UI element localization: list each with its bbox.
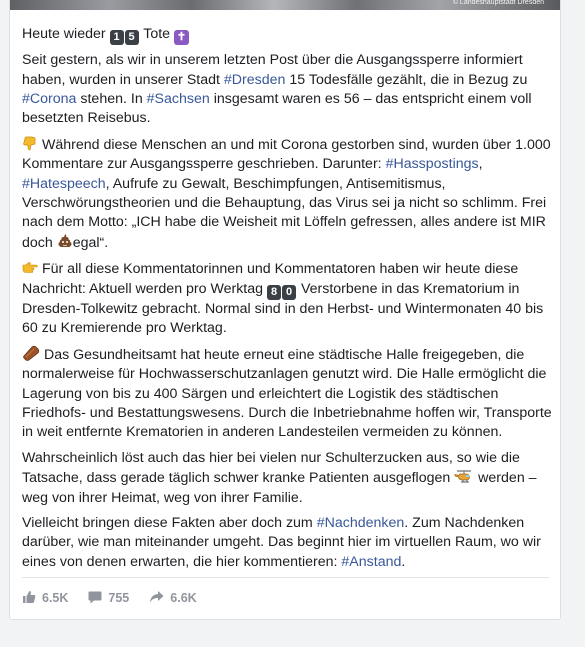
keycap-digit: 1 (110, 30, 124, 45)
shares-count[interactable] (149, 590, 196, 607)
headline-text: Heute wieder (22, 26, 106, 42)
post-text (22, 25, 552, 578)
comment-icon (88, 590, 108, 607)
keycap-digit: 0 (282, 285, 296, 300)
paragraph-5 (22, 449, 552, 508)
post-image[interactable] (10, 0, 560, 10)
hashtag-corona[interactable]: #Corona (22, 91, 77, 108)
paragraph-2: Während diese Menschen an und mit Corona gestorben sind, wurden über 1.000 Kommentare zur Ausgangssperre geschrieben. Darunter: #Hasspostings, #Hatespeech, Aufrufe zu Gewalt, Beschimpfungen, Antisemitismus, Verschwörungstheorien und die Behauptung, das Virus sei ja nicht so schlimm. Frei nach dem Motto: „ICH habe die Weisheit mit Löffeln gefressen, alles andere ist MIR doch egal“. (22, 136, 551, 251)
hashtag-anstand[interactable]: #Anstand (341, 553, 402, 570)
likes-value: 6.5K (42, 591, 69, 605)
comments-count[interactable] (88, 590, 129, 607)
keycap-digit: 5 (125, 30, 139, 45)
coffin-icon (22, 345, 40, 364)
hashtag-nachdenken[interactable]: #Nachdenken (316, 514, 405, 531)
paragraph-text: . Zum Nachdenken darüber, wie man miteinander umgeht. Das beginnt hier im virtuellen Raum, wo wir eines von denen erwarten, die hier kommentieren: (22, 514, 541, 570)
hashtag-hatespeech[interactable]: #Hatespeech (22, 175, 106, 192)
paragraph-text: stehen. In (80, 91, 143, 108)
paragraph-text: Vielleicht bringen diese Fakten aber doch zum (22, 514, 313, 531)
paragraph-text: insgesamt waren es 56 – das entspricht einem voll besetzten Reisebus. (22, 91, 532, 127)
paragraph-text: 15 Todesfälle gezählt, die in Bezug zu (289, 71, 528, 88)
thumbs-down-icon (22, 135, 38, 154)
paragraph-4 (22, 345, 552, 443)
paragraph-text: Während diese Menschen an und mit Corona gestorben sind, wurden über 1.000 Kommentare zur Ausgangssperre geschrieben. Darunter: (22, 136, 551, 173)
post-headline (22, 25, 552, 45)
paragraph-text: Wahrscheinlich löst auch das hier bei vielen nur Schulterzucken aus, so wie die Tatsache, dass gerade täglich schwer kranke Patienten ausgeflogen (22, 449, 520, 487)
shares-value: 6.6K (170, 591, 197, 605)
paragraph-text: Seit gestern, als wir in unserem letzten Post über die Ausgangssperre informiert haben, wurden in unserer Stadt (22, 52, 523, 88)
paragraph-text: werden – weg von ihrer Heimat, weg von ihrer Familie. (22, 470, 537, 506)
like-icon (22, 590, 42, 607)
hashtag-hasspostings[interactable]: #Hasspostings (385, 156, 479, 173)
divider (22, 577, 549, 578)
latin-cross-icon: ✝ (174, 30, 189, 45)
post-card (9, 0, 561, 620)
paragraph-text: Verstorbene in das Krematorium in Dresden-Tolkewitz gebracht. Normal sind in den Herbst- und Wintermonaten 40 bis 60 zu Kremierende pro Werktag. (22, 280, 544, 337)
likes-count[interactable] (22, 590, 68, 607)
headline-text: Tote (143, 26, 171, 42)
paragraph-3 (22, 259, 552, 338)
paragraph-6 (22, 514, 552, 572)
paragraph-text: , Aufrufe zu Gewalt, Beschimpfungen, Antisemitismus, Verschwörungstheorien und die Behauptung, das Virus sei ja nicht so schlimm. Frei nach dem Motto: „ICH habe die Weisheit mit Löffeln gefressen, alles andere ist MIR doch (22, 175, 547, 251)
keycap-digit: 8 (267, 285, 281, 300)
comments-value: 755 (108, 591, 130, 605)
paragraph-text: Das Gesundheitsamt hat heute erneut eine städtische Halle freigegeben, die normalerweise für Hochwasserschutzanlagen genutzt wird. Die Halle ermöglicht die Lagerung von bis zu 400 Särgen und erleichtert die Logistik des städtischen Friedhofs- und Bestattungswesens. Durch die Inbetriebnahme hoffen wir, Transporte in weit entfernte Krematorien in anderen Landesteilen vermeiden zu können. (22, 346, 552, 441)
paragraph-1 (22, 51, 552, 129)
hashtag-dresden[interactable]: #Dresden (223, 71, 286, 88)
paragraph-text: Für all diese Kommentatorinnen und Kommentatoren haben wir heute diese Nachricht: Aktuell werden pro Werktag (22, 261, 519, 297)
share-icon (149, 590, 170, 607)
image-credit: © Landeshauptstadt Dresden (452, 0, 544, 6)
hashtag-sachsen[interactable]: #Sachsen (146, 91, 210, 108)
helicopter-icon (454, 468, 474, 487)
paragraph-text: . (401, 553, 406, 570)
pile-of-poo-icon (57, 233, 73, 252)
engagement-bar (22, 588, 217, 608)
pointing-right-icon (22, 259, 38, 278)
paragraph-text: egal“. (72, 234, 109, 251)
